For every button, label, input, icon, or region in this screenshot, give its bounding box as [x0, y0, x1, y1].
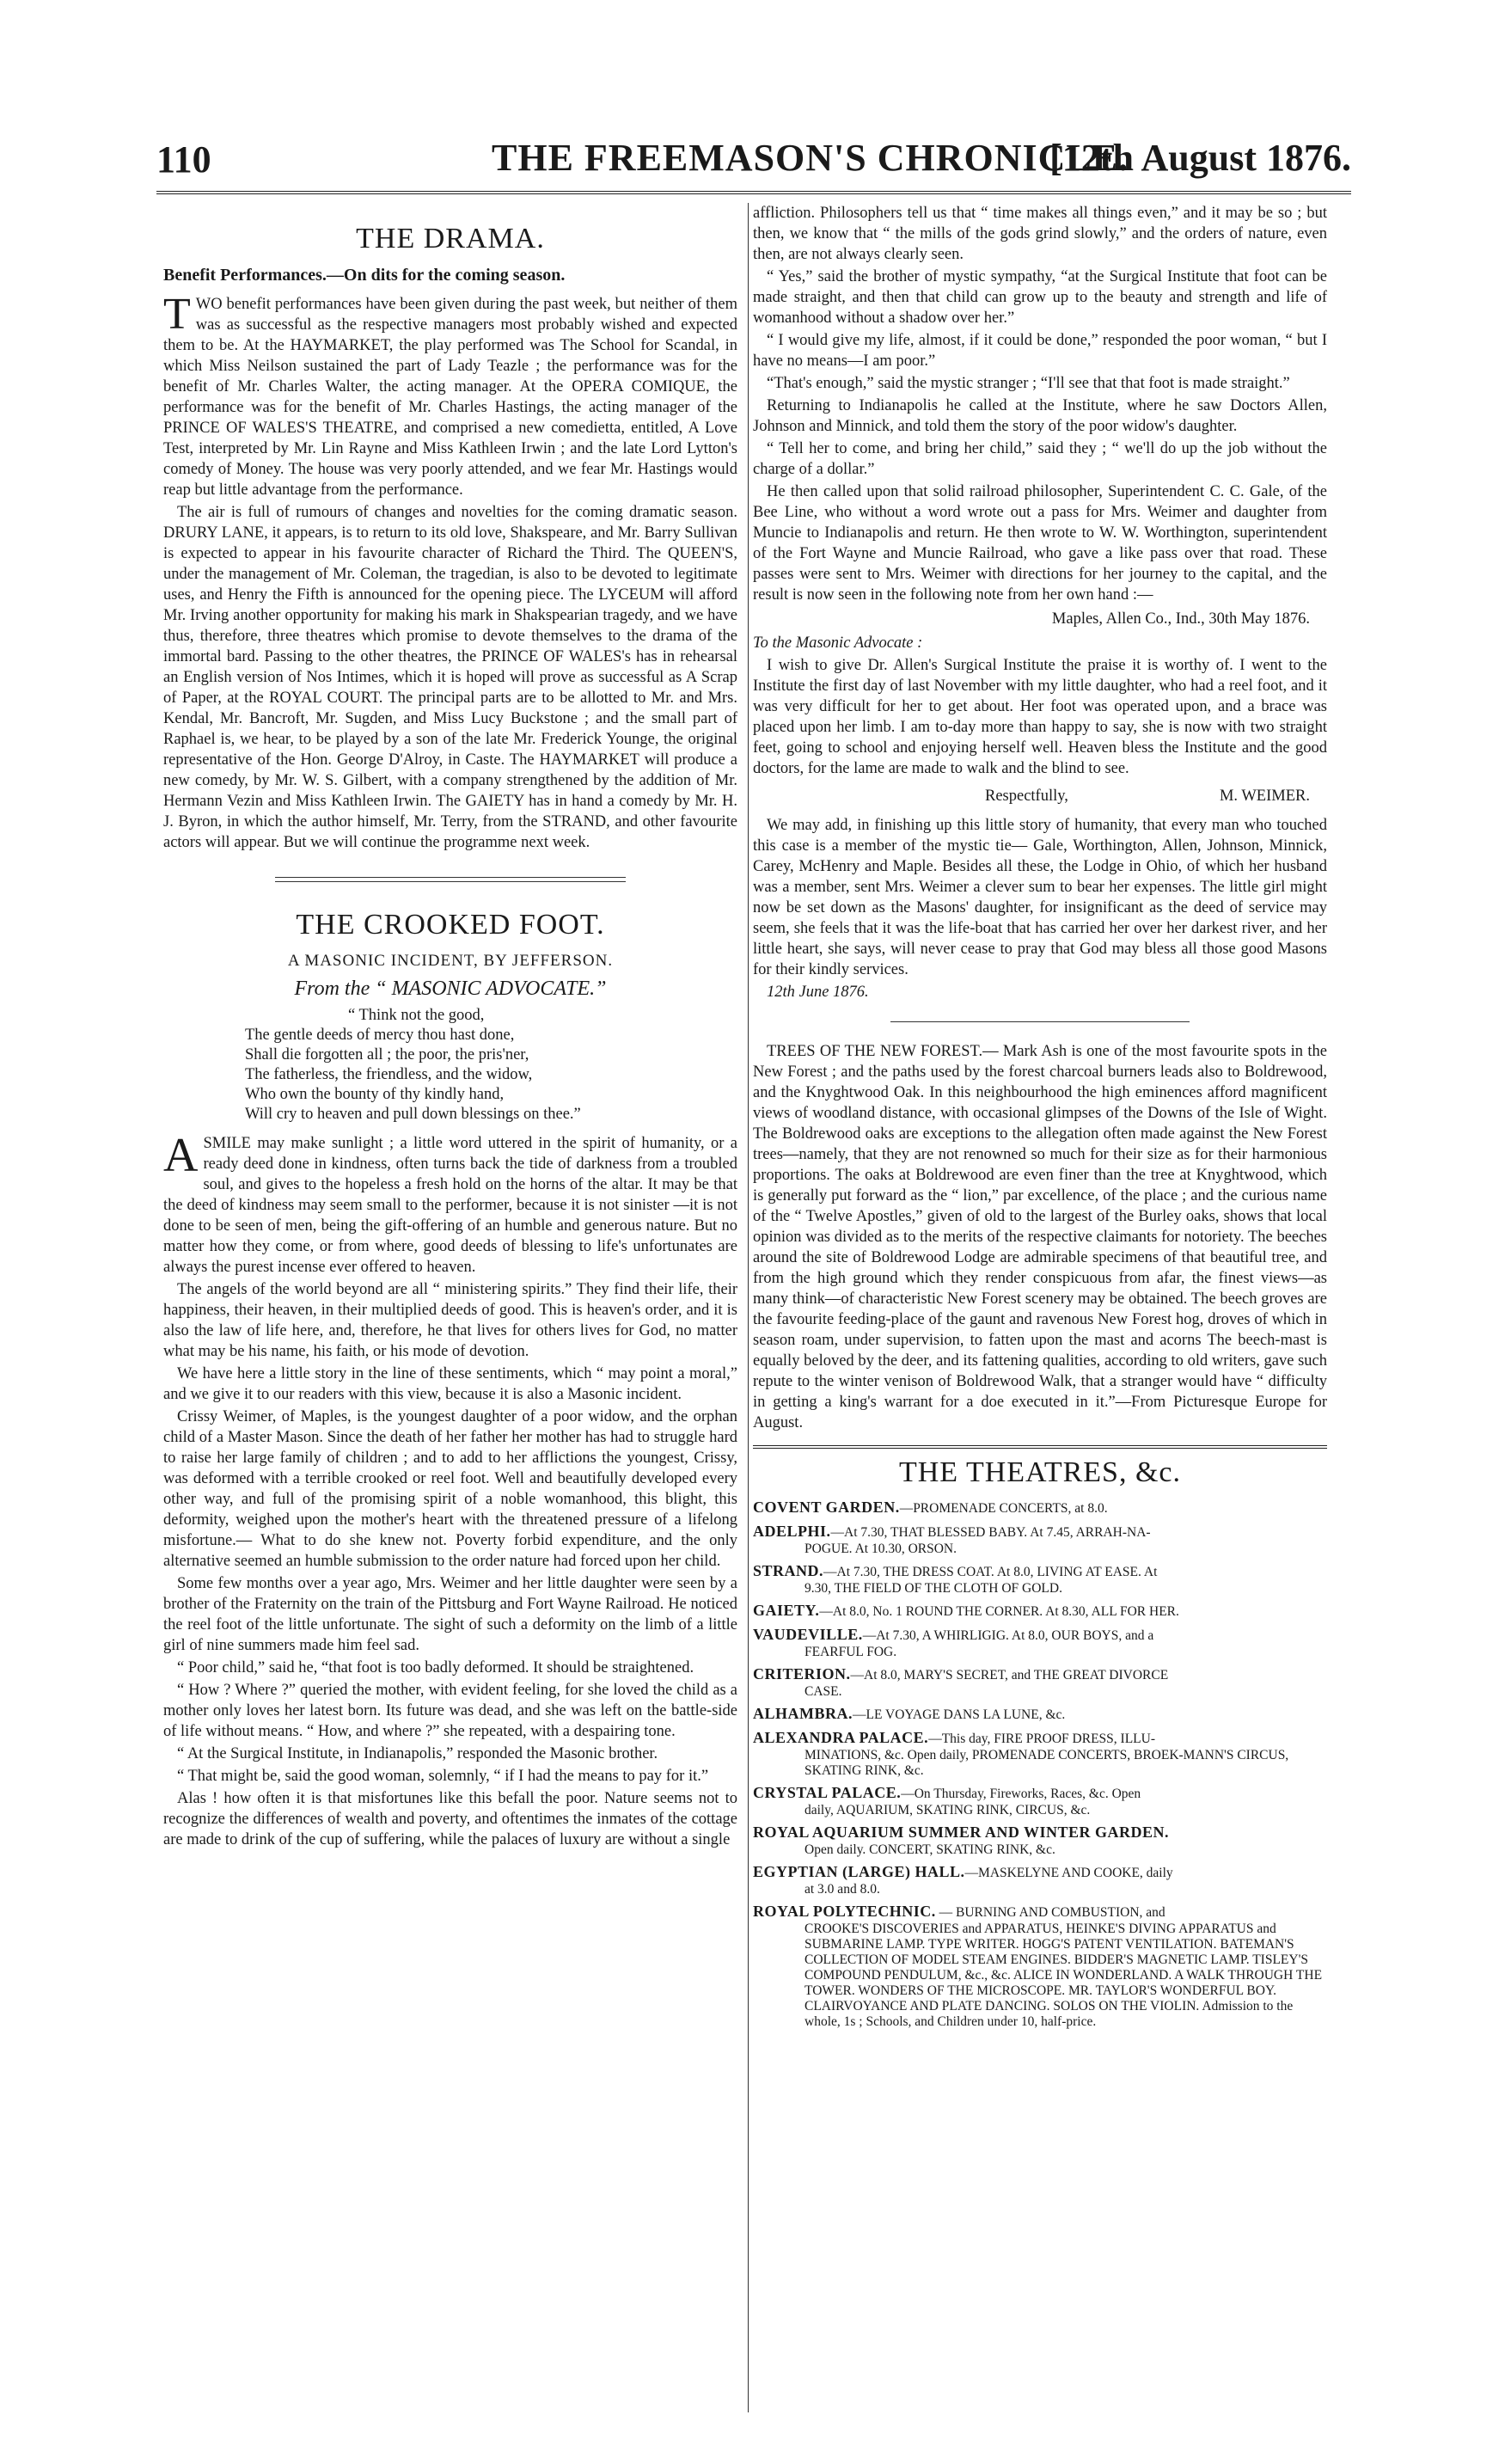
- theatre-program: —LE VOYAGE DANS LA LUNE, &c.: [853, 1707, 1066, 1722]
- theatre-name: ROYAL POLYTECHNIC.: [753, 1903, 936, 1920]
- theatre-listing-line: [753, 1523, 1327, 1542]
- theatre-name: CRITERION.: [753, 1665, 851, 1683]
- theatre-listing-line: [753, 1499, 1327, 1517]
- crooked-foot-title: THE CROOKED FOOT.: [296, 909, 605, 941]
- theatre-listing-line: [753, 1863, 1327, 1882]
- theatre-program: —At 7.30, THE DRESS COAT. At 8.0, LIVING AT EASE. At: [823, 1565, 1158, 1579]
- theatre-listing-line: [753, 1903, 1327, 1922]
- theatre-program-continued: daily, AQUARIUM, SKATING RINK, CIRCUS, &c.: [805, 1803, 1091, 1817]
- theatre-name: STRAND.: [753, 1562, 824, 1579]
- theatre-name: VAUDEVILLE.: [753, 1626, 863, 1643]
- article-paragraph: “ At the Surgical Institute, in Indianapolis,” responded the Masonic brother.: [177, 1745, 658, 1762]
- theatre-listing-line: [753, 1602, 1327, 1621]
- theatre-program: —MASKELYNE AND COOKE, daily: [964, 1866, 1173, 1880]
- article-paragraph: Alas ! how often it is that misfortunes like this befall the poor. Nature seems not to recognize the differences of wealth and poverty, and oftentimes the inmates of the cottage are made to drink of the cup of suffering, while the palaces of luxury are without a single: [163, 1790, 737, 1848]
- theatre-program: —At 8.0, MARY'S SECRET, and THE GREAT DIVORCE: [850, 1668, 1169, 1683]
- theatre-program: —PROMENADE CONCERTS, at 8.0.: [899, 1501, 1108, 1516]
- issue-date: [12th August 1876.: [1049, 137, 1351, 179]
- article-paragraph: Crissy Weimer, of Maples, is the youngest daughter of a poor widow, and the orphan child of a Master Mason. Since the death of her father her mother has had to struggle hard to raise her large family of children ; and to add to her afflictions the youngest, Crissy, was deformed with a terrible crooked or reel foot. Well and beautifully developed every other way, and full of the promising spirit of a noble womanhood, this blight, this deformity, weighed upon the mother's heart with the threatened pressure of a lifelong misfortune.— What to do she knew not. Poverty forbid expenditure, and the only alternative seemed an humble submission to the order nature had forced upon her child.: [163, 1408, 737, 1570]
- article-paragraph: Some few months over a year ago, Mrs. Weimer and her little daughter were seen by a brother of the Fraternity on the train of the Pittsburg and Fort Wayne Railroad. He noticed the reel foot of the little unfortunate. The sight of such a deformity on the limb of a little girl of nine summers made him feel sad.: [163, 1575, 737, 1654]
- section-rule: [275, 877, 626, 878]
- trees-paragraph: [753, 1041, 1327, 1433]
- article-paragraph: He then called upon that solid railroad philosopher, Superintendent C. C. Gale, of the Bee Line, who without a word wrote out a pass for Mrs. Weimer and daughter from Muncie to Indianapolis and return. He then wrote to W. W. Worthington, superintendent of the Fort Wayne and Muncie Railroad, who gave a like pass over that road. These passes were sent to Mrs. Weimer with directions for her journey to the capital, and the result is now seen in the following note from her own hand :—: [753, 483, 1327, 604]
- letter-place-date: Maples, Allen Co., Ind., 30th May 1876.: [1051, 610, 1310, 628]
- crooked-foot-source: From the “ MASONIC ADVOCATE.”: [294, 978, 607, 1000]
- theatres-title: THE THEATRES, &c.: [898, 1456, 1181, 1488]
- left-column: [163, 203, 737, 2421]
- theatre-listing: [753, 1784, 1327, 1818]
- theatre-program-continued: FEARFUL FOG.: [805, 1645, 897, 1659]
- article-paragraph: “ That might be, said the good woman, solemnly, “ if I had the means to pay for it.”: [177, 1768, 709, 1785]
- theatre-listing-line: [753, 1823, 1327, 1842]
- theatre-name: ADELPHI.: [753, 1523, 831, 1540]
- letter-signer: M. WEIMER.: [1219, 788, 1310, 805]
- theatre-name: ROYAL AQUARIUM SUMMER AND WINTER GARDEN.: [753, 1823, 1170, 1841]
- drama-paragraph: [163, 290, 737, 500]
- page-header: [156, 131, 1351, 191]
- crooked-foot-byline: A MASONIC INCIDENT, BY JEFFERSON.: [287, 952, 614, 970]
- article-paragraph: “ Yes,” said the brother of mystic sympathy, “at the Surgical Institute that foot can be made straight, and then that child can grow up to the beauty and strength and life of womanhood without a shadow over her.”: [753, 268, 1327, 327]
- article-paragraph-text: SMILE may make sunlight ; a little word uttered in the spirit of humanity, or a ready deed done in kindness, often turns back the tide of darkness from a troubled soul, and gives to the hopeless a fresh hold on the horns of the altar. It may be that the deed of kindness may seem small to the performer, because it is not sinister —it is not done to be seen of men, being the gift-offering of an humble and generous nature. But no matter how they come, or from where, good deeds of blessing to life's unfortunates are always the purest incense ever offered to heaven.: [163, 1135, 737, 1276]
- page-number: 110: [156, 138, 211, 181]
- theatre-listing: [753, 1903, 1327, 2030]
- article-paragraph: We have here a little story in the line of these sentiments, which “ may point a moral,” and we give it to our readers with this view, because it is also a Masonic incident.: [163, 1365, 737, 1403]
- drama-paragraph: The air is full of rumours of changes and novelties for the coming dramatic season. DRURY LANE, it appears, is to return to its old love, Shakspeare, and Mr. Barry Sullivan is expected to appear in his favourite character of Richard the Third. The QUEEN'S, under the management of Mr. Coleman, the tragedian, is also to be devoted to legitimate uses, and Henry the Fifth is announced for the opening piece. The LYCEUM will afford Mr. Irving another opportunity for making his mark in Shakspearian tragedy, and we have thus, therefore, three theatres which promise to devote themselves to the drama of the immortal bard. Passing to the other theatres, the PRINCE OF WALES's has in rehearsal an English version of Nos Intimes, which it is hoped will prove as successful as A Scrap of Paper, at the ROYAL COURT. The principal parts are to be allotted to Mr. and Mrs. Kendal, Mr. Bancroft, Mr. Sugden, and Miss Lucy Buckstone ; and the small part of Raphael is, we hear, to be played by a son of the late Mr. Frederick Younge, the original representative of the Hon. George D'Alroy, in Caste. The HAYMARKET will produce a new comedy, by Mr. W. S. Gilbert, with a company strengthened by the addition of Mr. Hermann Vezin and Miss Kathleen Irwin. The GAIETY has in hand a comedy by Mr. H. J. Byron, in which the author himself, Mr. Terry, from the STRAND, and other favourite actors will appear. But we will continue the programme next week.: [163, 504, 737, 851]
- article-paragraph: affliction. Philosophers tell us that “ time makes all things even,” and it may be so ; but then, we know that “ the mills of the gods grind slowly,” and the orders of nature, even then, are not always clearly seen.: [753, 205, 1327, 263]
- article-paragraph: “ I would give my life, almost, if it could be done,” responded the poor woman, “ but I have no means—I am poor.”: [753, 332, 1327, 370]
- theatre-name: CRYSTAL PALACE.: [753, 1784, 902, 1801]
- article-paragraph: “ How ? Where ?” queried the mother, with evident feeling, for she loved the child as a mother only loves her latest born. Its future was dead, and she was left on the battle-side of life without means. “ How, and where ?” she repeated, with a despairing tone.: [163, 1682, 737, 1740]
- theatre-listing: [753, 1602, 1327, 1621]
- theatre-program-continued: at 3.0 and 8.0.: [805, 1882, 880, 1897]
- theatre-program: —At 7.30, A WHIRLIGIG. At 8.0, OUR BOYS, and a: [862, 1628, 1154, 1643]
- poem-line: Shall die forgotten all ; the poor, the pris'ner,: [245, 1046, 529, 1063]
- theatre-listing: [753, 1626, 1327, 1660]
- letter-signature: [753, 786, 1327, 806]
- letter-body: I wish to give Dr. Allen's Surgical Institute the praise it is worthy of. I went to the Institute the first day of last November with my little daughter, who had a reel foot, and it was very difficult for her to get about. Her foot was operated upon, and a brace was placed upon her limb. I am to-day more than happy to say, she is now with two straight feet, going to school and enjoying herself well. Heaven bless the Institute and the good doctors, for the lame are made to walk and the blind to see.: [753, 657, 1327, 777]
- theatre-program-continued: MINATIONS, &c. Open daily, PROMENADE CONCERTS, BROEK-MANN'S CIRCUS, SKATING RINK, &c.: [805, 1748, 1289, 1778]
- theatre-name: ALHAMBRA.: [753, 1705, 853, 1722]
- article-paragraph: “That's enough,” said the mystic stranger ; “I'll see that that foot is made straight.”: [767, 375, 1290, 392]
- theatre-listing: [753, 1863, 1327, 1897]
- article-paragraph: The angels of the world beyond are all “ ministering spirits.” They find their life, their happiness, their heaven, in their multiplied deeds of good. This is heaven's order, and it is also the law of life here, and, therefore, he that lives for others lives for God, no matter what may be his name, his faith, or his mode of devotion.: [163, 1281, 737, 1360]
- article-date: 12th June 1876.: [767, 984, 869, 1001]
- article-paragraph: “ Poor child,” said he, “that foot is too badly deformed. It should be straightened.: [177, 1659, 694, 1676]
- article-paragraph: “ Tell her to come, and bring her child,” said they ; “ we'll do up the job without the charge of a dollar.”: [753, 440, 1327, 478]
- theatre-listing-line: [753, 1626, 1327, 1645]
- theatre-program: —At 8.0, No. 1 ROUND THE CORNER. At 8.30, ALL FOR HER.: [819, 1604, 1179, 1619]
- theatre-listing-line: [753, 1665, 1327, 1684]
- theatre-listing: [753, 1665, 1327, 1700]
- drop-cap: T: [163, 290, 191, 339]
- theatre-listing: [753, 1562, 1327, 1597]
- theatre-listing: [753, 1823, 1327, 1858]
- theatre-program-continued: 9.30, THE FIELD OF THE CLOTH OF GOLD.: [805, 1581, 1062, 1596]
- trees-lead: TREES OF THE NEW FOREST.: [767, 1043, 983, 1060]
- theatre-program-continued: CASE.: [805, 1684, 842, 1699]
- poem-line: The gentle deeds of mercy thou hast done,: [245, 1027, 515, 1044]
- article-paragraph: [163, 1129, 737, 1278]
- epigraph-poem: [245, 1006, 737, 1125]
- theatre-listing-line: [753, 1562, 1327, 1581]
- masthead-title: THE FREEMASON'S CHRONICLE.: [492, 137, 1129, 179]
- section-rule: [275, 881, 626, 882]
- article-paragraph: We may add, in finishing up this little story of humanity, that every man who touched this case is a member of the mystic tie— Gale, Worthington, Allen, Johnson, Minnick, Carey, McHenry and Maple. Besides all these, the Lodge in Ohio, of which her husband was a member, sent Mrs. Weimer a clever sum to bear her expenses. The little girl might now be set down as the Masons' daughter, for insignificant as the deed of service may seem, she feels that it was the life-boat that has carried her over her darkest river, and her little heart, she says, will never cease to pray that God may bless all those good Masons for their kindly services.: [753, 817, 1327, 978]
- theatre-name: EGYPTIAN (LARGE) HALL.: [753, 1863, 965, 1880]
- theatre-name: GAIETY.: [753, 1602, 820, 1619]
- theatre-listing: [753, 1729, 1327, 1779]
- theatre-name: COVENT GARDEN.: [753, 1499, 900, 1516]
- header-rule: [156, 191, 1351, 194]
- poem-line: Will cry to heaven and pull down blessings on thee.”: [245, 1106, 581, 1123]
- article-paragraph: Returning to Indianapolis he called at the Institute, where he saw Doctors Allen, Johnson and Minnick, and told them the story of the poor widow's daughter.: [753, 397, 1327, 435]
- drama-subtitle: Benefit Performances.—On dits for the coming season.: [163, 266, 566, 285]
- section-rule: [753, 1445, 1327, 1449]
- theatre-name: ALEXANDRA PALACE.: [753, 1729, 929, 1746]
- drama-title: THE DRAMA.: [356, 223, 545, 254]
- theatre-program: —On Thursday, Fireworks, Races, &c. Open: [901, 1787, 1141, 1801]
- theatre-program: —This day, FIRE PROOF DRESS, ILLU-: [928, 1732, 1155, 1746]
- theatre-listing: [753, 1705, 1327, 1724]
- theatre-program-continued: CROOKE'S DISCOVERIES and APPARATUS, HEINKE'S DIVING APPARATUS and SUBMARINE LAMP. TYPE WRITER. HOGG'S PATENT VENTILATION. BATEMAN'S COLLECTION OF MODEL STEAM ENGINES. BIDDER'S MAGNETIC LAMP. TISLEY'S COMPOUND PENDULUM, &c., &c. ALICE IN WONDERLAND. A WALK THROUGH THE TOWER. WONDERS OF THE MICROSCOPE. MR. TAYLOR'S WONDERFUL BOY. CLAIRVOYANCE AND PLATE DANCING. SOLOS ON THE VIOLIN. Admission to the whole, 1s ; Schools, and Children under 10, half-price.: [805, 1922, 1323, 2029]
- column-divider: [748, 203, 749, 2412]
- theatre-program-continued: Open daily. CONCERT, SKATING RINK, &c.: [805, 1842, 1055, 1857]
- theatre-listing: [753, 1499, 1327, 1517]
- theatre-listing: [753, 1523, 1327, 1557]
- theatre-program: —At 7.30, THAT BLESSED BABY. At 7.45, ARRAH-NA-: [830, 1525, 1151, 1540]
- section-rule: [890, 1021, 1190, 1022]
- poem-line: “ Think not the good,: [348, 1007, 485, 1024]
- trees-body: — Mark Ash is one of the most favourite spots in the New Forest ; and the paths used by the forest charcoal burners leads also to Boldrewood, and the Knyghtwood Oak. In this neighbourhood the high eminences afford magnificent views of woodland distance, with occasional glimpses of the Downs of the Isle of Wight. The Boldrewood oaks are exceptions to the allegation often made against the New Forest trees—namely, that they are not renowned so much for their size as for their harmonious proportions. The oaks at Boldrewood are even finer than the tree at Knyghtwood, which is generally put forward as the “ lion,” par excellence, of the place ; and the curious name of the “ Twelve Apostles,” given of old to the largest of the Burley oaks, shows that local opinion was divided as to the merits of the respective claimants for notoriety. The beeches around the site of Boldrewood Lodge are admirable specimens of that beautiful tree, and from the high ground which they render conspicuous from afar, the finest views—as many think—of characteristic New Forest scenery may be obtained. The beech groves are the favourite feeding-place of the gaunt and ravenous New Forest hog, droves of which in season roam, under supervision, to fatten upon the mast and acorns The beech-mast is equally beloved by the deer, and its fattening qualities, according to old writers, gave such repute to the winter venison of Boldrewood Walk, that a stranger would have “ difficulty in getting a king's warrant for a doe executed in it.”—From Picturesque Europe for August.: [753, 1043, 1327, 1431]
- theatre-program: — BURNING AND COMBUSTION, and: [935, 1905, 1165, 1920]
- poem-line: Who own the bounty of thy kindly hand,: [245, 1086, 505, 1103]
- theatre-listings: [753, 1499, 1327, 2030]
- drop-cap: A: [163, 1129, 199, 1182]
- poem-line: The fatherless, the friendless, and the widow,: [245, 1066, 533, 1083]
- theatre-listing-line: [753, 1784, 1327, 1803]
- theatre-listing-line: [753, 1705, 1327, 1724]
- letter-salutation: To the Masonic Advocate :: [753, 634, 923, 652]
- theatre-listing-line: [753, 1729, 1327, 1748]
- theatre-program-continued: POGUE. At 10.30, ORSON.: [805, 1542, 957, 1556]
- right-column: [753, 203, 1327, 2421]
- letter-closing: Respectfully,: [985, 788, 1068, 805]
- drama-paragraph-text: WO benefit performances have been given during the past week, but neither of them was as successful as the respective managers most probably wished and expected them to be. At the HAYMARKET, the play performed was The School for Scandal, in which Miss Neilson sustained the part of Lady Teazle ; the performance was for the benefit of Mr. Charles Walter, the acting manager. At the OPERA COMIQUE, the performance was for the benefit of Mr. Charles Hastings, the acting manager of the PRINCE OF WALES'S THEATRE, and comprised a new comedietta, entitled, A Love Test, interpreted by Mr. Lin Rayne and Miss Kathleen Irwin ; and the late Lord Lytton's comedy of Money. The house was very poorly attended, and we fear Mr. Hastings would reap but little advantage from the performance.: [163, 296, 737, 499]
